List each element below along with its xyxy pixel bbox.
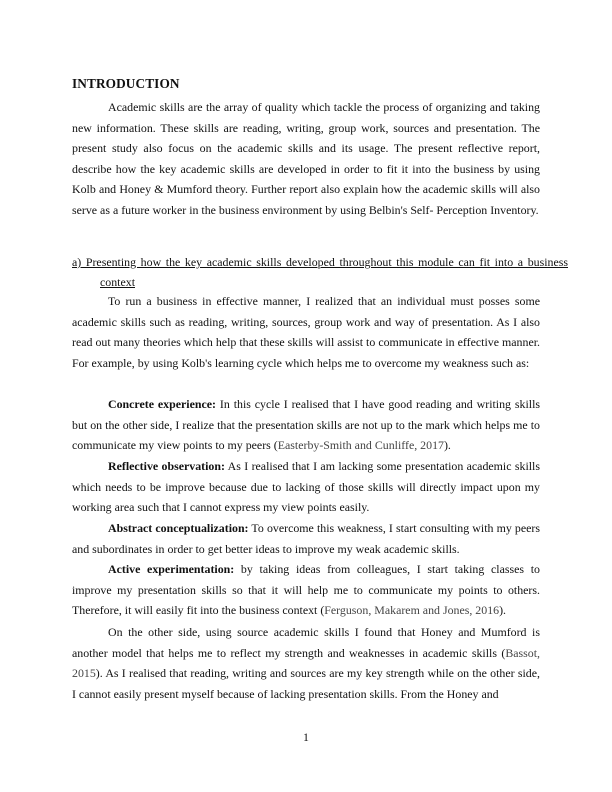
section-a-heading: a) Presenting how the key academic skills developed throughout this module can fit into a business context <box>72 255 568 289</box>
citation: Easterby-Smith and Cunliffe, 2017 <box>277 438 444 453</box>
term-concrete-experience: Concrete experience: <box>108 397 216 411</box>
paragraph-business: To run a business in effective manner, I realized that an individual must posses some academic skills such as reading, writing, sources, group work and way of presentation. As I also read out many theories which help that these skills will assist to communicate in effective manner. For example, by using Kolb's learning cycle which helps me to overcome my weakness such as: <box>72 294 540 370</box>
paragraph-reflective-observation <box>72 456 540 518</box>
page-number: 1 <box>303 730 309 744</box>
term-active-experimentation: Active experimentation: <box>108 562 235 576</box>
concrete-text: In this cycle I realised that I have good reading and writing skills but on the other side, I realize that the presentation skills are not up to the mark which helps me to communicate my view points to my peers ( <box>72 397 540 453</box>
heading-introduction: INTRODUCTION <box>72 76 180 91</box>
intro-paragraph: Academic skills are the array of quality which tackle the process of organizing and taking new information. These skills are reading, writing, group work, sources and presentation. The present study also focus on the academic skills and its usage. The present reflective report, describe how the key academic skills are developed in order to fit it into the business by using Kolb and Honey & Mumford theory. Further report also explain how the academic skills will also serve as a future worker in the business environment by using Belbin's Self- Perception Inventory. <box>72 100 540 217</box>
paragraph-active-experimentation <box>72 559 540 621</box>
term-reflective-observation: Reflective observation: <box>108 459 225 473</box>
honey-text-end: ). As I realised that reading, writing and sources are my key strength while on the other side, I cannot easily present myself because of lacking presentation skills. From the Honey and <box>72 666 540 701</box>
paragraph-honey-mumford <box>72 622 540 704</box>
citation-close: ). <box>499 603 507 618</box>
citation-close: ). <box>443 438 451 453</box>
citation: Bassot, 2015 <box>72 645 540 681</box>
reflective-text: As I realised that I am lacking some presentation academic skills which needs to be improve because due to lacking of those skills will directly impact upon my working area such that I cannot express my view points easily. <box>72 459 540 515</box>
term-abstract-conceptualization: Abstract conceptualization: <box>108 521 249 535</box>
active-text: by taking ideas from colleagues, I start taking classes to improve my presentation skills so that it will help me to communicate my points to others. Therefore, it will easily fit into the business context ( <box>72 562 540 618</box>
paragraph-abstract-conceptualization <box>72 518 540 559</box>
honey-text: On the other side, using source academic skills I found that Honey and Mumford is another model that helps me to reflect my strength and weaknesses in academic skills ( <box>72 625 540 660</box>
paragraph-concrete-experience <box>72 394 540 456</box>
citation: Ferguson, Makarem and Jones, 2016 <box>324 603 500 618</box>
abstract-text: To overcome this weakness, I start consulting with my peers and subordinates in order to get better ideas to improve my weak academic skills. <box>72 521 540 556</box>
